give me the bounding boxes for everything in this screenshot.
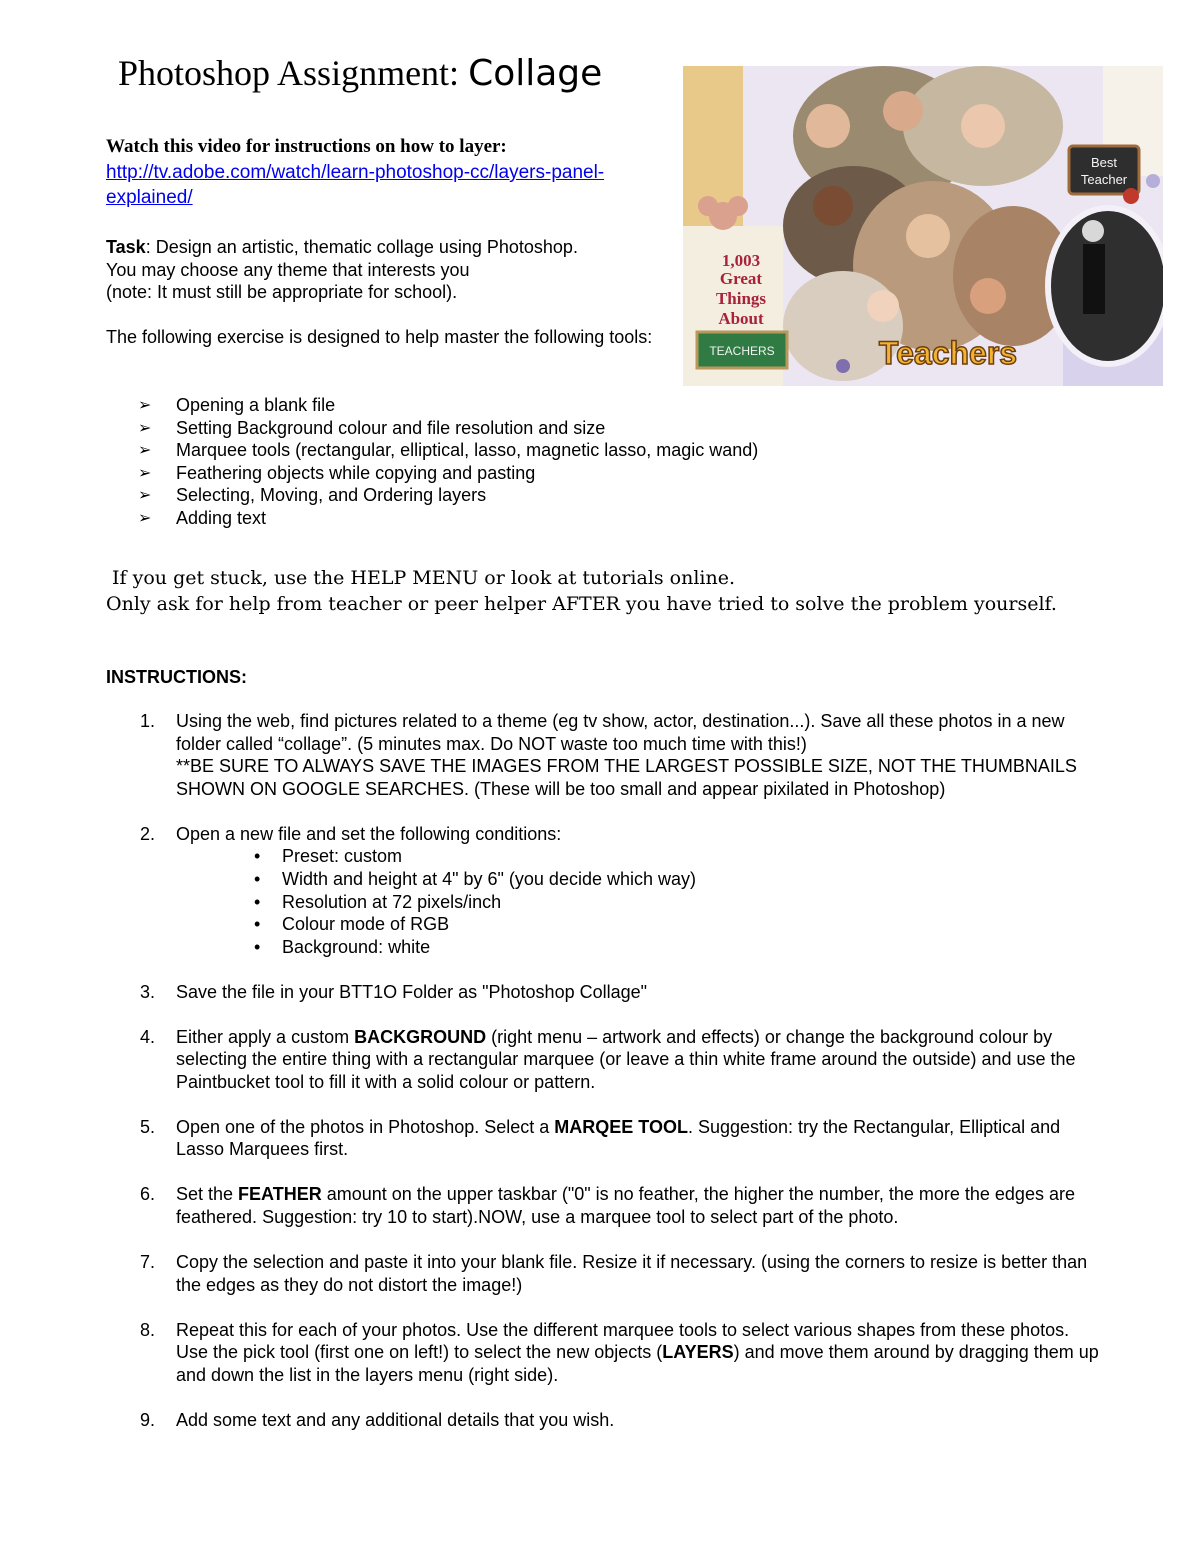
list-item: • Preset: custom: [254, 846, 403, 867]
list-item: 2. Open a new file and set the following conditions: • Preset: custom • Width and height at 4" by 6" (you decide which way) • Resolution at 72 pixels/inch • Colour mode of RGB • Background: white: [140, 823, 1100, 959]
arrow-bullet-icon: ➢: [138, 462, 152, 482]
bullet-icon: •: [254, 868, 261, 889]
book-title-line2: Great: [719, 269, 763, 288]
list-item: 7. Copy the selection and paste it into your blank file. Resize it if necessary. (using the corners to resize is better than the edges as they do not distort the image!): [140, 1252, 1088, 1295]
list-item: • Colour mode of RGB: [254, 914, 450, 935]
task-label: Task: [106, 237, 146, 257]
sign-text-line2: Teacher: [1080, 172, 1128, 187]
arrow-bullet-icon: ➢: [138, 395, 152, 414]
bullet-icon: •: [254, 846, 261, 867]
task-line-3: (note: It must still be appropriate for school).: [106, 282, 458, 303]
help-note-line-1: If you get stuck, use the HELP MENU or look at tutorials online.: [106, 567, 736, 589]
arrow-bullet-icon: ➢: [138, 507, 152, 527]
title-main: Photoshop Assignment:: [118, 53, 469, 93]
task-line-1: Task: Design an artistic, thematic collage using Photoshop.: [106, 237, 578, 257]
bullet-icon: •: [254, 914, 261, 935]
bullet-icon: •: [254, 891, 261, 912]
book-title-line4: About: [718, 309, 764, 328]
list-item: 8. Repeat this for each of your photos. Use the different marquee tools to select various shapes from these photos. Use the pick tool (first one on left!) to select the new objects (LAYERS) and move them around by dragging them up and down the list in the layers menu (right side).: [140, 1319, 1099, 1385]
page-title: [118, 52, 602, 94]
list-item: 5. Open one of the photos in Photoshop. Select a MARQEE TOOL. Suggestion: try the Rectangular, Elliptical and Lasso Marquees first.: [140, 1116, 1061, 1160]
sign-text-line1: Best: [1090, 155, 1118, 170]
help-note: [106, 566, 1066, 617]
task-paragraph: [106, 236, 666, 304]
arrow-bullet-icon: ➢: [138, 440, 152, 460]
arrow-bullet-icon: ➢: [138, 485, 152, 505]
title-collage: Collage: [468, 53, 603, 94]
instructions-list: [140, 710, 1100, 1454]
list-item: ➢ Selecting, Moving, and Ordering layers: [138, 485, 487, 506]
list-item: • Background: white: [254, 936, 431, 957]
list-item: ➢ Feathering objects while copying and pasting: [138, 462, 536, 483]
book-title-line3: Things: [715, 289, 767, 308]
list-item: 3. Save the file in your BTT1O Folder as "Photoshop Collage": [140, 981, 648, 1002]
list-item: 9. Add some text and any additional details that you wish.: [140, 1409, 615, 1430]
instructions-heading: INSTRUCTIONS:: [106, 667, 247, 687]
list-item: ➢ Adding text: [138, 507, 267, 528]
arrow-bullet-icon: ➢: [138, 417, 152, 437]
exercise-intro: The following exercise is designed to help master the following tools:: [106, 327, 653, 347]
conditions-list: [176, 845, 1100, 958]
list-item: ➢ Marquee tools (rectangular, elliptical, lasso, magnetic lasso, magic wand): [138, 440, 759, 461]
teachers-collage-image: [683, 66, 1163, 386]
list-item: • Width and height at 4" by 6" (you decide which way): [254, 868, 696, 889]
bullet-icon: •: [254, 936, 261, 957]
list-item: • Resolution at 72 pixels/inch: [254, 891, 502, 912]
list-item: 1. Using the web, find pictures related to a theme (eg tv show, actor, destination...). Save all these photos in a new folder called “collage”. (5 minutes max. Do NOT waste too much time with this!) **BE SURE TO ALWAYS SAVE THE IMAGES FROM THE LARGEST POSSIBLE SIZE, NOT THE THUMBNAILS SHOWN ON GOOGLE SEARCHES. (These will be too small and appear pixilated in Photoshop): [140, 711, 1077, 799]
banner-text: Teachers: [878, 335, 1018, 371]
video-link[interactable]: http://tv.adobe.com/watch/learn-photoshop-cc/layers-panel-explained/: [106, 162, 605, 208]
list-item: ➢ Setting Background colour and file resolution and size: [138, 417, 606, 438]
list-item: 4. Either apply a custom BACKGROUND (right menu – artwork and effects) or change the background colour by selecting the entire thing with a rectangular marquee (or leave a thin white frame around the outside) and use the Paintbucket tool to fill it with a solid colour or pattern.: [140, 1026, 1076, 1092]
list-item: ➢ Opening a blank file: [138, 395, 336, 415]
tools-list: [138, 394, 758, 530]
chalkboard-text: TEACHERS: [709, 344, 775, 358]
task-line-2: You may choose any theme that interests you: [106, 259, 470, 280]
help-note-line-2: Only ask for help from teacher or peer helper AFTER you have tried to solve the problem yourself.: [106, 592, 1057, 615]
list-item: 6. Set the FEATHER amount on the upper taskbar ("0" is no feather, the higher the number, the more the edges are feathered. Suggestion: try 10 to start).NOW, use a marquee tool to select part of the photo.: [140, 1184, 1075, 1228]
book-title-line1: 1,003: [721, 251, 761, 270]
video-instructions-label: Watch this video for instructions on how to layer:: [106, 136, 507, 157]
